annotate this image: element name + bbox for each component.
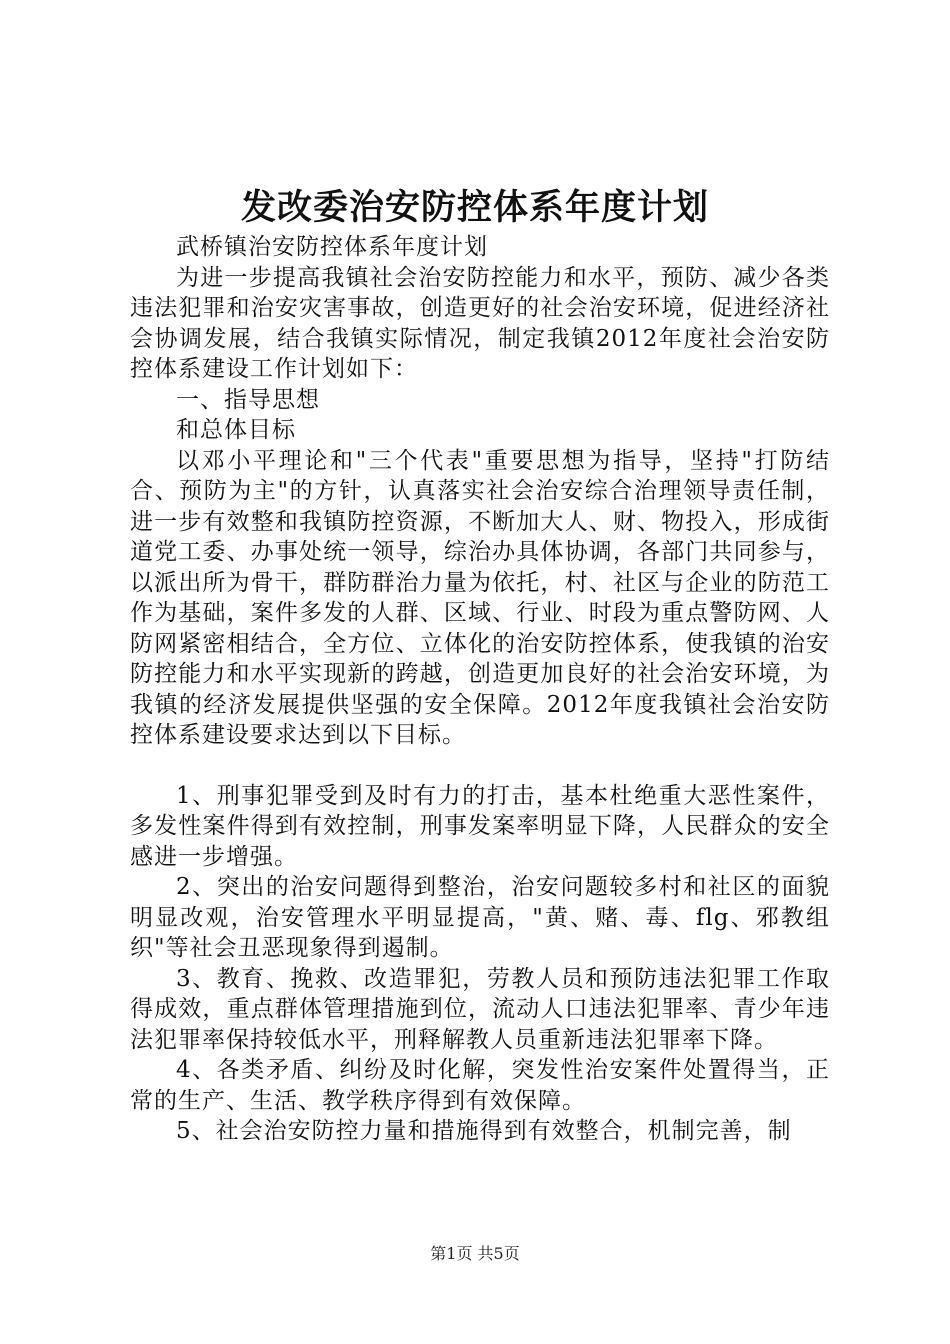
paragraph-guiding-principle: 以邓小平理论和"三个代表"重要思想为指导，坚持"打防结合、预防为主"的方针，认真落实社会治安综合治理领导责任制，进一步有效整和我镇防控资源，不断加大人、财、物投入，形成街道党工委、办事处统一领导，综治办具体协调，各部门共同参与，以派出所为骨干，群防群治力量为依托，村、社区与企业的防范工作为基础，案件多发的人群、区域、行业、时段为重点警防网、人防网紧密相结合，全方位、立体化的治安防控体系，使我镇的治安防控能力和水平实现新的跨越，创造更加良好的社会治安环境，为我镇的经济发展提供坚强的安全保障。2012年度我镇社会治安防控体系建设要求达到以下目标。 <box>130 447 830 748</box>
paragraph-heading-guiding-thought: 一、指导思想 <box>176 386 320 413</box>
paragraph-goal-1: 1、刑事犯罪受到及时有力的打击，基本杜绝重大恶性案件，多发性案件得到有效控制，刑事发案率明显下降，人民群众的安全感进一步增强。 <box>130 782 830 870</box>
paragraph-goal-3: 3、教育、挽救、改造罪犯，劳教人员和预防违法犯罪工作取得成效，重点群体管理措施到位，流动人口违法犯罪率、青少年违法犯罪率保持较低水平，刑释解教人员重新违法犯罪率下降。 <box>130 965 830 1053</box>
page-footer: 第1页 共5页 <box>430 1244 520 1263</box>
paragraph-intro: 为进一步提高我镇社会治安防控能力和水平，预防、减少各类违法犯罪和治安灾害事故，创造更好的社会治安环境，促进经济社会协调发展，结合我镇实际情况，制定我镇2012年度社会治安防控体系建设工作计划如下： <box>130 264 830 382</box>
paragraph-goal-4: 4、各类矛盾、纠纷及时化解，突发性治安案件处置得当，正常的生产、生活、教学秩序得到有效保障。 <box>130 1057 830 1114</box>
paragraph-subtitle: 武桥镇治安防控体系年度计划 <box>176 234 488 260</box>
document-title: 发改委治安防控体系年度计划 <box>240 187 709 228</box>
paragraph-heading-overall-goal: 和总体目标 <box>176 417 296 443</box>
paragraph-goal-5: 5、社会治安防控力量和措施得到有效整合，机制完善，制 <box>176 1118 792 1144</box>
paragraph-goal-2: 2、突出的治安问题得到整治，治安问题较多村和社区的面貌明显改观，治安管理水平明显提高，"黄、赌、毒、flg、邪教组织"等社会丑恶现象得到遏制。 <box>130 874 830 961</box>
document-body <box>130 232 830 1147</box>
